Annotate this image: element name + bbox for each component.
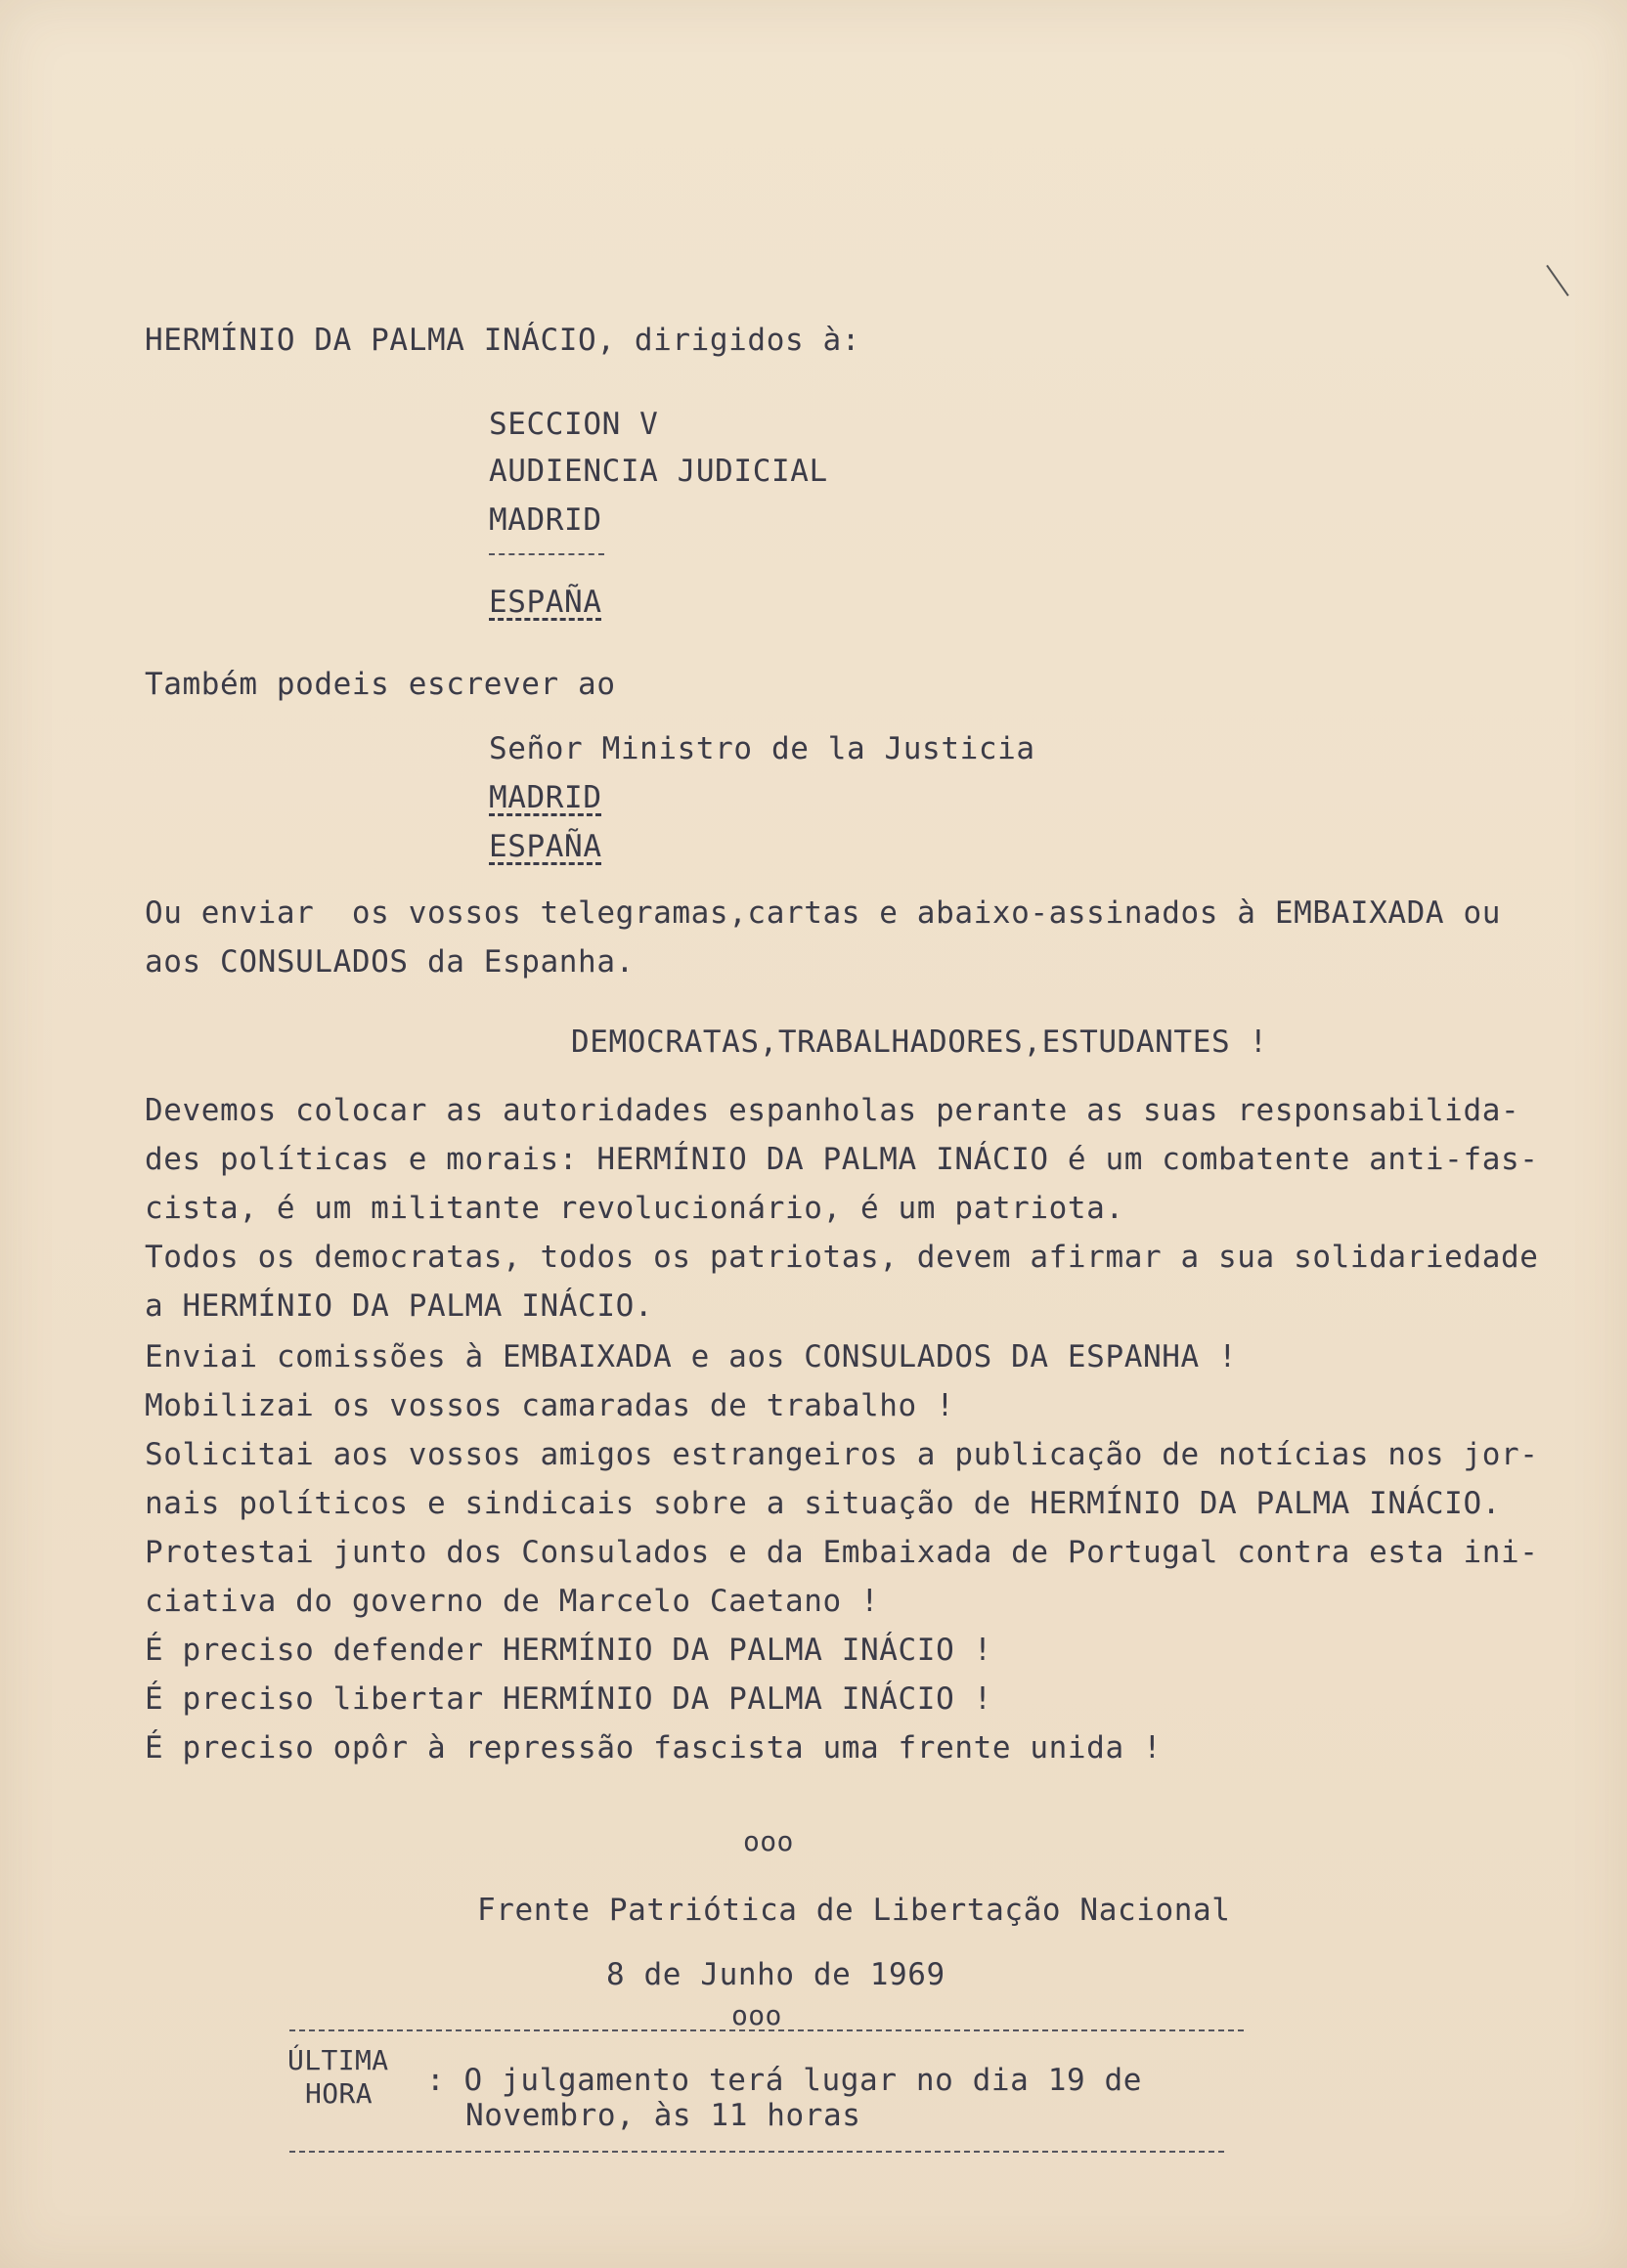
call-line: DEMOCRATAS,TRABALHADORES,ESTUDANTES ! <box>571 1025 1268 1060</box>
address-line: AUDIENCIA JUDICIAL <box>489 454 828 489</box>
body-line: Enviai comissões à EMBAIXADA e aos CONSULADOS DA ESPANHA ! <box>145 1339 1238 1374</box>
address-line: MADRID <box>489 502 602 538</box>
heading-line: HERMÍNIO DA PALMA INÁCIO, dirigidos à: <box>145 323 861 358</box>
address-line: ESPAÑA <box>489 829 602 864</box>
address-line: SECCION V <box>489 407 659 442</box>
body-line: Todos os democratas, todos os patriotas, devem afirmar a sua solidariedade <box>145 1240 1539 1275</box>
box-top-rule <box>289 2029 1244 2031</box>
separator-ooo: ooo <box>743 1825 794 1857</box>
address-separator <box>489 553 604 555</box>
body-line: a HERMÍNIO DA PALMA INÁCIO. <box>145 1288 654 1324</box>
separator-ooo: ooo <box>731 1999 782 2031</box>
send-line: Ou enviar os vossos telegramas,cartas e abaixo-assinados à EMBAIXADA ou <box>145 895 1501 931</box>
address-line: MADRID <box>489 780 602 815</box>
body-line: cista, é um militante revolucionário, é um patriota. <box>145 1191 1124 1226</box>
body-line: Solicitai aos vossos amigos estrangeiros a publicação de notícias nos jor- <box>145 1437 1539 1472</box>
box-bottom-rule <box>289 2151 1224 2153</box>
body-line: Devemos colocar as autoridades espanholas perante as suas responsabilida- <box>145 1093 1520 1128</box>
organization-name: Frente Patriótica de Libertação Nacional <box>477 1893 1231 1928</box>
late-news-label: HORA <box>305 2077 374 2110</box>
address-line: ESPAÑA <box>489 585 602 620</box>
body-line: É preciso opôr à repressão fascista uma frente unida ! <box>145 1730 1163 1766</box>
also-line: Também podeis escrever ao <box>145 667 616 702</box>
late-news-text: Novembro, às 11 horas <box>465 2098 861 2133</box>
body-line: Mobilizai os vossos camaradas de trabalho ! <box>145 1388 955 1423</box>
body-line: É preciso defender HERMÍNIO DA PALMA INÁCIO ! <box>145 1633 992 1668</box>
body-line: nais políticos e sindicais sobre a situação de HERMÍNIO DA PALMA INÁCIO. <box>145 1486 1501 1521</box>
late-news-text: : O julgamento terá lugar no dia 19 de <box>426 2063 1143 2098</box>
body-line: Protestai junto dos Consulados e da Embaixada de Portugal contra esta ini- <box>145 1535 1539 1570</box>
body-line: É preciso libertar HERMÍNIO DA PALMA INÁCIO ! <box>145 1681 992 1717</box>
body-line: des políticas e morais: HERMÍNIO DA PALMA INÁCIO é um combatente anti-fas- <box>145 1142 1539 1177</box>
address-line: Señor Ministro de la Justicia <box>489 731 1035 766</box>
late-news-label: ÚLTIMA <box>287 2044 389 2076</box>
document-date: 8 de Junho de 1969 <box>606 1957 945 1992</box>
send-line: aos CONSULADOS da Espanha. <box>145 944 635 980</box>
pen-mark <box>1546 265 1568 296</box>
body-line: ciativa do governo de Marcelo Caetano ! <box>145 1584 880 1619</box>
